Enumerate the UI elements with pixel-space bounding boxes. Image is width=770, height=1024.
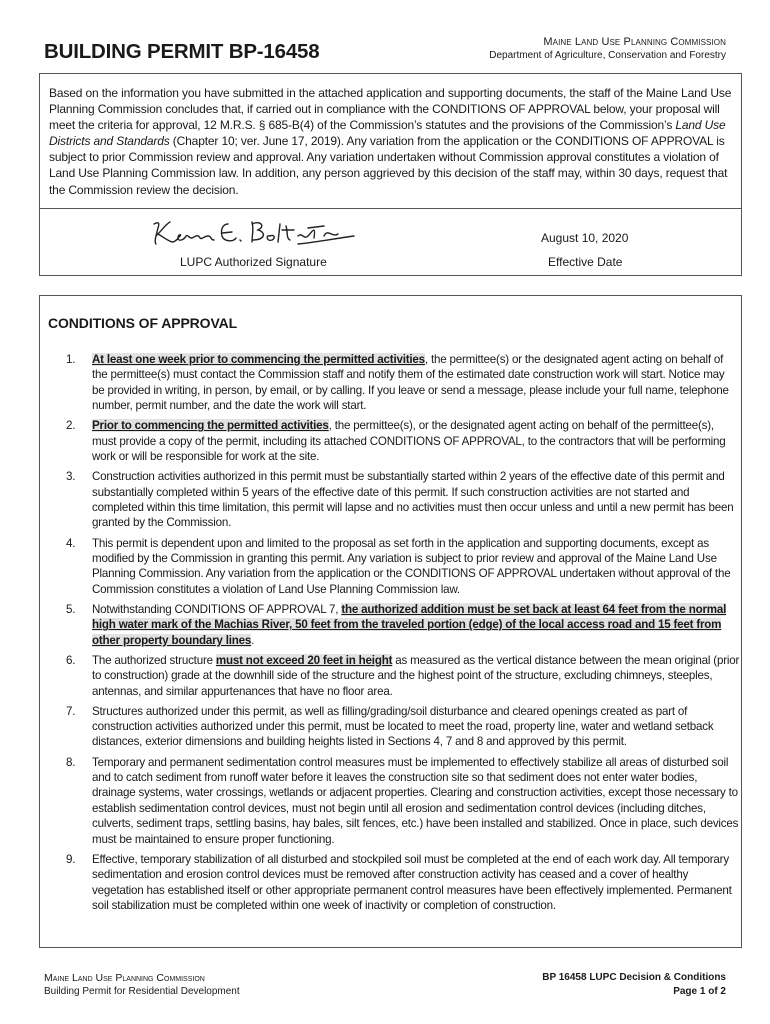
- condition-item: [52, 536, 740, 598]
- intro-text-2: (Chapter 10; ver. June 17, 2019). Any variation from the application or the CONDITIONS OF APPROVAL is subject to prior Commission review and approval. Any variation undertaken without Commission approval constitutes a violation of Land Use Planning Commission law. In addition, any person aggrieved by this decision of the staff may, within 30 days, request that the Commission review the decision.: [49, 134, 728, 197]
- condition-number: 6.: [66, 653, 76, 667]
- condition-number: 8.: [66, 755, 76, 769]
- condition-emphasis: Prior to commencing the permitted activities: [92, 419, 329, 433]
- condition-number: 3.: [66, 470, 76, 484]
- condition-item: [52, 418, 740, 464]
- condition-text-end: , the permittee(s), or the designated agent acting on behalf of the permittee(s), must provide a copy of the permit, including its attached CONDITIONS OF APPROVAL, to the contractors that will be performing work or will be responsible for work at the site.: [92, 419, 726, 464]
- footer-right: [542, 971, 726, 999]
- condition-emphasis: At least one week prior to commencing the permitted activities: [92, 353, 425, 366]
- footer-agency-name: Maine Land Use Planning Commission: [44, 972, 205, 984]
- footer-document-title: BP 16458 LUPC Decision & Conditions: [542, 972, 726, 983]
- effective-date: August 10, 2020: [541, 231, 629, 245]
- condition-item: [52, 704, 740, 750]
- agency-department: Department of Agriculture, Conservation and Forestry: [489, 50, 726, 61]
- condition-item: [52, 653, 740, 699]
- condition-text: Effective, temporary stabilization of all disturbed and stockpiled soil must be completed at the end of each work day. All temporary sedimentation and erosion control devices must be removed after construction activity has ceased and a cover of healthy vegetation has established itself or other appropriate permanent control measures have been effectively implemented. Permanent soil stabilization must be completed within one week of inactivity or completion of construction.: [92, 852, 732, 912]
- intro-text-1: Based on the information you have submitted in the attached application and supporting documents, the staff of the Maine Land Use Planning Commission concludes that, if carried out in compliance with the CONDITIONS OF APPROVAL below, your proposal will meet the criteria for approval, 12 M.R.S. § 685-B(4) of the Commission’s statutes and the provisions of the Commission’s: [49, 86, 732, 133]
- condition-emphasis: must not exceed 20 feet in height: [215, 653, 393, 667]
- condition-number: 9.: [66, 852, 76, 866]
- decision-intro: [49, 85, 735, 198]
- condition-number: 2.: [66, 419, 76, 433]
- effective-date-label: Effective Date: [548, 255, 623, 269]
- conditions-list: [52, 352, 740, 918]
- condition-text: Structures authorized under this permit, as well as filling/grading/soil disturbance and cleared openings created as part of construction activities authorized under this permit, must be located to meet the road, property line, water and wetland setback distances, exterior dimensions and building heights listed in Sections 4, 7 and 8 and approved by this permit.: [92, 704, 714, 749]
- condition-item: [52, 469, 740, 531]
- condition-text: Temporary and permanent sedimentation control measures must be implemented to effectively stabilize all areas of disturbed soil and to catch sediment from runoff water before it leaves the construction site so that sediment does not enter water bodies, drainage systems, water crossings, wetlands or adjacent properties. Clearing and construction activities, except those necessary to establish sedimentation control devices, must not begin until all erosion and sedimentation control devices (including ditches, culverts, sediment traps, settling basins, hay bales, silt fences, etc.) have been installed and stabilized. Once in place, such devices must be maintained to ensure proper functioning.: [92, 755, 739, 846]
- condition-number: 7.: [66, 704, 76, 718]
- condition-emphasis: the authorized addition must be set back at least 64 feet from the normal high water mark of the Machias River, 50 feet from the traveled portion (edge) of the local access road and 15 feet from other property boundary lines: [92, 602, 727, 647]
- footer-document-type: Building Permit for Residential Development: [44, 986, 240, 997]
- decision-box: [39, 73, 742, 276]
- signature-label: LUPC Authorized Signature: [180, 255, 327, 269]
- condition-text: Notwithstanding CONDITIONS OF APPROVAL 7,: [92, 602, 342, 616]
- condition-text: This permit is dependent upon and limited to the proposal as set forth in the application and supporting documents, except as modified by the Commission in granting this permit. Any variation is subject to prior review and approval of the Maine Land Use Planning Commission. Any variation from the application or the CONDITIONS OF APPROVAL undertaken without approval of the Commission constitutes a violation of Land Use Planning Commission law.: [92, 536, 731, 596]
- condition-number: 1.: [66, 353, 76, 366]
- condition-item: [52, 755, 740, 847]
- condition-text: Construction activities authorized in this permit must be substantially started within 2 years of the effective date of this permit and substantially completed within 5 years of the effective date of this permit. If such construction activities are not started and completed within this time limitation, this permit will lapse and no activities must then occur unless and until a new permit has been granted by the Commission.: [92, 470, 734, 530]
- condition-text: The authorized structure: [92, 653, 216, 667]
- condition-number: 5.: [66, 602, 76, 616]
- condition-text-end: as measured as the vertical distance between the mean original (prior to construction) grade at the downhill side of the structure and the highest point of the structure, excluding chimneys, steeples, antennas, and similar appurtenances that have no floor area.: [92, 653, 740, 698]
- condition-item: [52, 602, 740, 648]
- condition-text-end: .: [251, 633, 255, 647]
- conditions-heading: CONDITIONS OF APPROVAL: [48, 315, 238, 331]
- decision-divider: [40, 208, 741, 209]
- conditions-box: [39, 295, 742, 948]
- condition-item: [52, 352, 740, 414]
- footer-left: [44, 971, 240, 999]
- page-number: Page 1 of 2: [673, 986, 726, 997]
- agency-block: [489, 36, 726, 62]
- agency-name: Maine Land Use Planning Commission: [543, 36, 726, 48]
- condition-item: [52, 852, 740, 914]
- intro-italic-title: Land Use Districts and Standards: [49, 118, 726, 149]
- permit-title: BUILDING PERMIT BP-16458: [44, 40, 320, 63]
- handwritten-signature: [148, 214, 358, 254]
- condition-number: 4.: [66, 536, 76, 550]
- condition-text-end: , the permittee(s) or the designated agent acting on behalf of the permittee(s) must contact the Commission staff and notify them of the estimated date construction work will start. Notice may be provided in writing, in person, by email, or by calling. If you leave or send a message, please include your full name, telephone number, permit number, and the date the work will start.: [92, 353, 729, 413]
